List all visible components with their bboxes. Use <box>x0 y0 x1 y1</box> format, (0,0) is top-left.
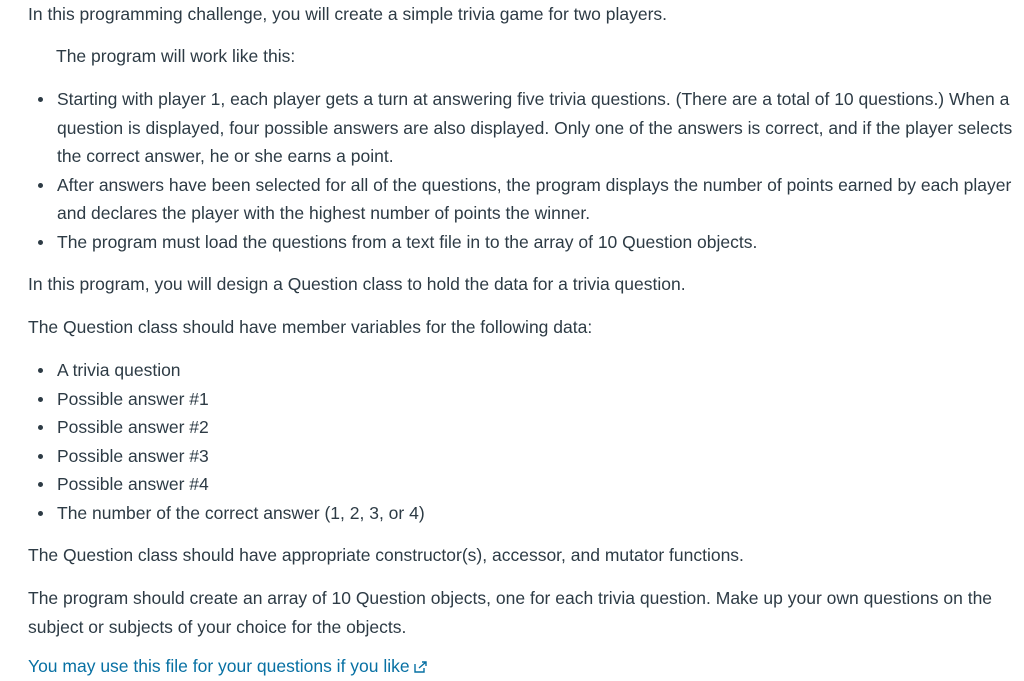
questions-file-link-text[interactable]: You may use this file for your questions if you like <box>28 656 410 676</box>
constructors-paragraph: The Question class should have appropriate constructor(s), accessor, and mutator functions. <box>28 545 744 565</box>
list-item: The program must load the questions from a text file in to the array of 10 Question objects. <box>28 228 1018 257</box>
member-intro-paragraph: The Question class should have member variables for the following data: <box>28 317 593 337</box>
questions-file-link[interactable] <box>28 652 428 681</box>
list-item: After answers have been selected for all of the questions, the program displays the number of points earned by each player and declares the player with the highest number of points the winner. <box>28 171 1018 228</box>
members-list <box>28 356 425 527</box>
list-item: A trivia question <box>28 356 425 385</box>
list-item: The number of the correct answer (1, 2, 3, or 4) <box>28 499 425 528</box>
list-item: Starting with player 1, each player gets a turn at answering five trivia questions. (There are a total of 10 questions.) When a question is displayed, four possible answers are also displayed. Only one of the answers is correct, and if the player selects the correct answer, he or she earns a point. <box>28 85 1018 171</box>
array-paragraph: The program should create an array of 10 Question objects, one for each trivia question. Make up your own questions on the subject or subjects of your choice for the objects. <box>28 588 993 637</box>
list-item: Possible answer #4 <box>28 470 425 499</box>
list-item: Possible answer #3 <box>28 442 425 471</box>
design-paragraph: In this program, you will design a Question class to hold the data for a trivia question. <box>28 274 686 294</box>
external-link-icon <box>414 661 428 673</box>
list-item: Possible answer #2 <box>28 413 425 442</box>
rules-list <box>28 85 1018 256</box>
program-works-paragraph: The program will work like this: <box>56 46 296 66</box>
intro-paragraph: In this programming challenge, you will create a simple trivia game for two players. <box>28 4 668 24</box>
list-item: Possible answer #1 <box>28 385 425 414</box>
